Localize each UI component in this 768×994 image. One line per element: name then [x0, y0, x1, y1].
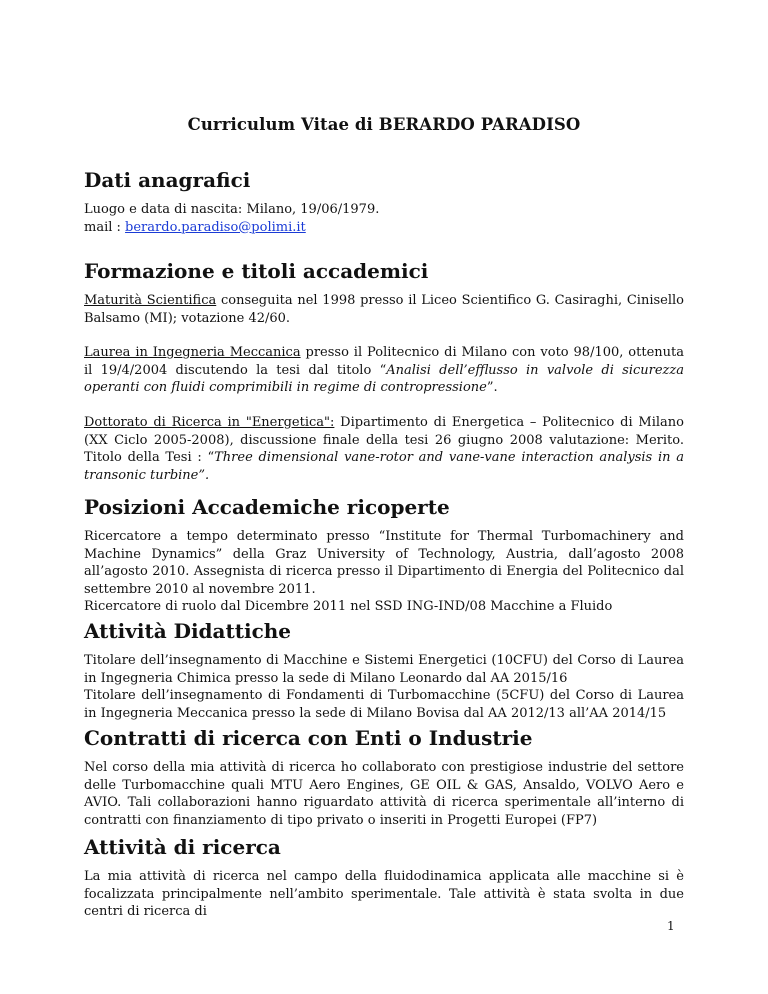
contratti-text: Nel corso della mia attività di ricerca ho collaborato con prestigiose industrie del settore delle Turbomacchine quali MTU Aero Engines, GE OIL & GAS, Ansaldo, VOLVO Aero e AVIO. Tali collaborazioni hanno riguardato attività di ricerca sperimentale all’interno di contratti con finanziamento di tipo privato o inseriti in Progetti Europei (FP7) [84, 760, 684, 828]
section-heading-formazione: Formazione e titoli accademici [84, 259, 429, 283]
formazione-laurea [84, 344, 684, 397]
mail-label: mail : [84, 219, 126, 235]
formazione-dottorato [84, 414, 684, 484]
laurea-text: presso il Politecnico di Milano con voto 98/100, ottenuta il 19/4/2004 discutendo la tesi dal titolo “ [84, 345, 684, 378]
formazione-maturita [84, 292, 684, 327]
dottorato-thesis: Three dimensional vane-rotor and vane-vane interaction analysis in a transonic turbine”. [84, 450, 684, 483]
didattiche-text [84, 652, 684, 722]
maturita-title: Maturità Scientifica [84, 293, 217, 308]
laurea-thesis: Analisi dell’efflusso in valvole di sicurezza operanti con fluidi comprimibili in regime di contropressione [84, 362, 684, 395]
email-link[interactable]: berardo.paradiso@polimi.it [125, 219, 306, 235]
maturita-text: conseguita nel 1998 presso il Liceo Scientifico G. Casiraghi, Cinisello Balsamo (MI); votazione 42/60. [84, 293, 684, 326]
laurea-end: ”. [486, 380, 498, 395]
document-title: Curriculum Vitae di BERARDO PARADISO [187, 115, 581, 134]
section-heading-contratti: Contratti di ricerca con Enti o Industrie [84, 726, 533, 750]
didattiche-line2: Titolare dell’insegnamento di Fondamenti di Turbomacchine (5CFU) del Corso di Laurea in Ingegneria Meccanica presso la sede di Milano Bovisa dal AA 2012/13 all’AA 2014/15 [84, 688, 684, 721]
section-heading-ricerca: Attività di ricerca [84, 835, 281, 859]
laurea-title: Laurea in Ingegneria Meccanica [84, 345, 301, 360]
page-number: 1 [667, 919, 675, 933]
posizioni-line2: Ricercatore di ruolo dal Dicembre 2011 nel SSD ING-IND/08 Macchine a Fluido [84, 599, 613, 614]
birth-info [84, 201, 684, 236]
posizioni-line1: Ricercatore a tempo determinato presso “Institute for Thermal Turbomachinery and Machine Dynamics” della Graz University of Technology, Austria, dall’agosto 2008 all’agosto 2010. Assegnista di ricerca presso il Dipartimento di Energia del Politecnico dal settembre 2010 al novembre 2011. [84, 529, 684, 597]
dottorato-text: Dipartimento di Energetica – Politecnico di Milano (XX Ciclo 2005-2008), discussione finale della tesi 26 giugno 2008 valutazione: Merito. Titolo della Tesi : “ [84, 415, 684, 465]
birth-text: Luogo e data di nascita: Milano, 19/06/1979. [84, 202, 380, 217]
section-heading-posizioni: Posizioni Accademiche ricoperte [84, 495, 450, 519]
section-heading-dati: Dati anagrafici [84, 168, 251, 192]
ricerca-text: La mia attività di ricerca nel campo della fluidodinamica applicata alle macchine si è focalizzata principalmente nell’ambito sperimentale. Tale attività è stata svolta in due centri di ricerca di [84, 869, 684, 919]
dottorato-title: Dottorato di Ricerca in "Energetica": [84, 415, 335, 430]
section-heading-didattiche: Attività Didattiche [84, 619, 292, 643]
posizioni-text [84, 528, 684, 616]
didattiche-line1: Titolare dell’insegnamento di Macchine e Sistemi Energetici (10CFU) del Corso di Laurea in Ingegneria Chimica presso la sede di Milano Leonardo dal AA 2015/16 [84, 653, 684, 686]
